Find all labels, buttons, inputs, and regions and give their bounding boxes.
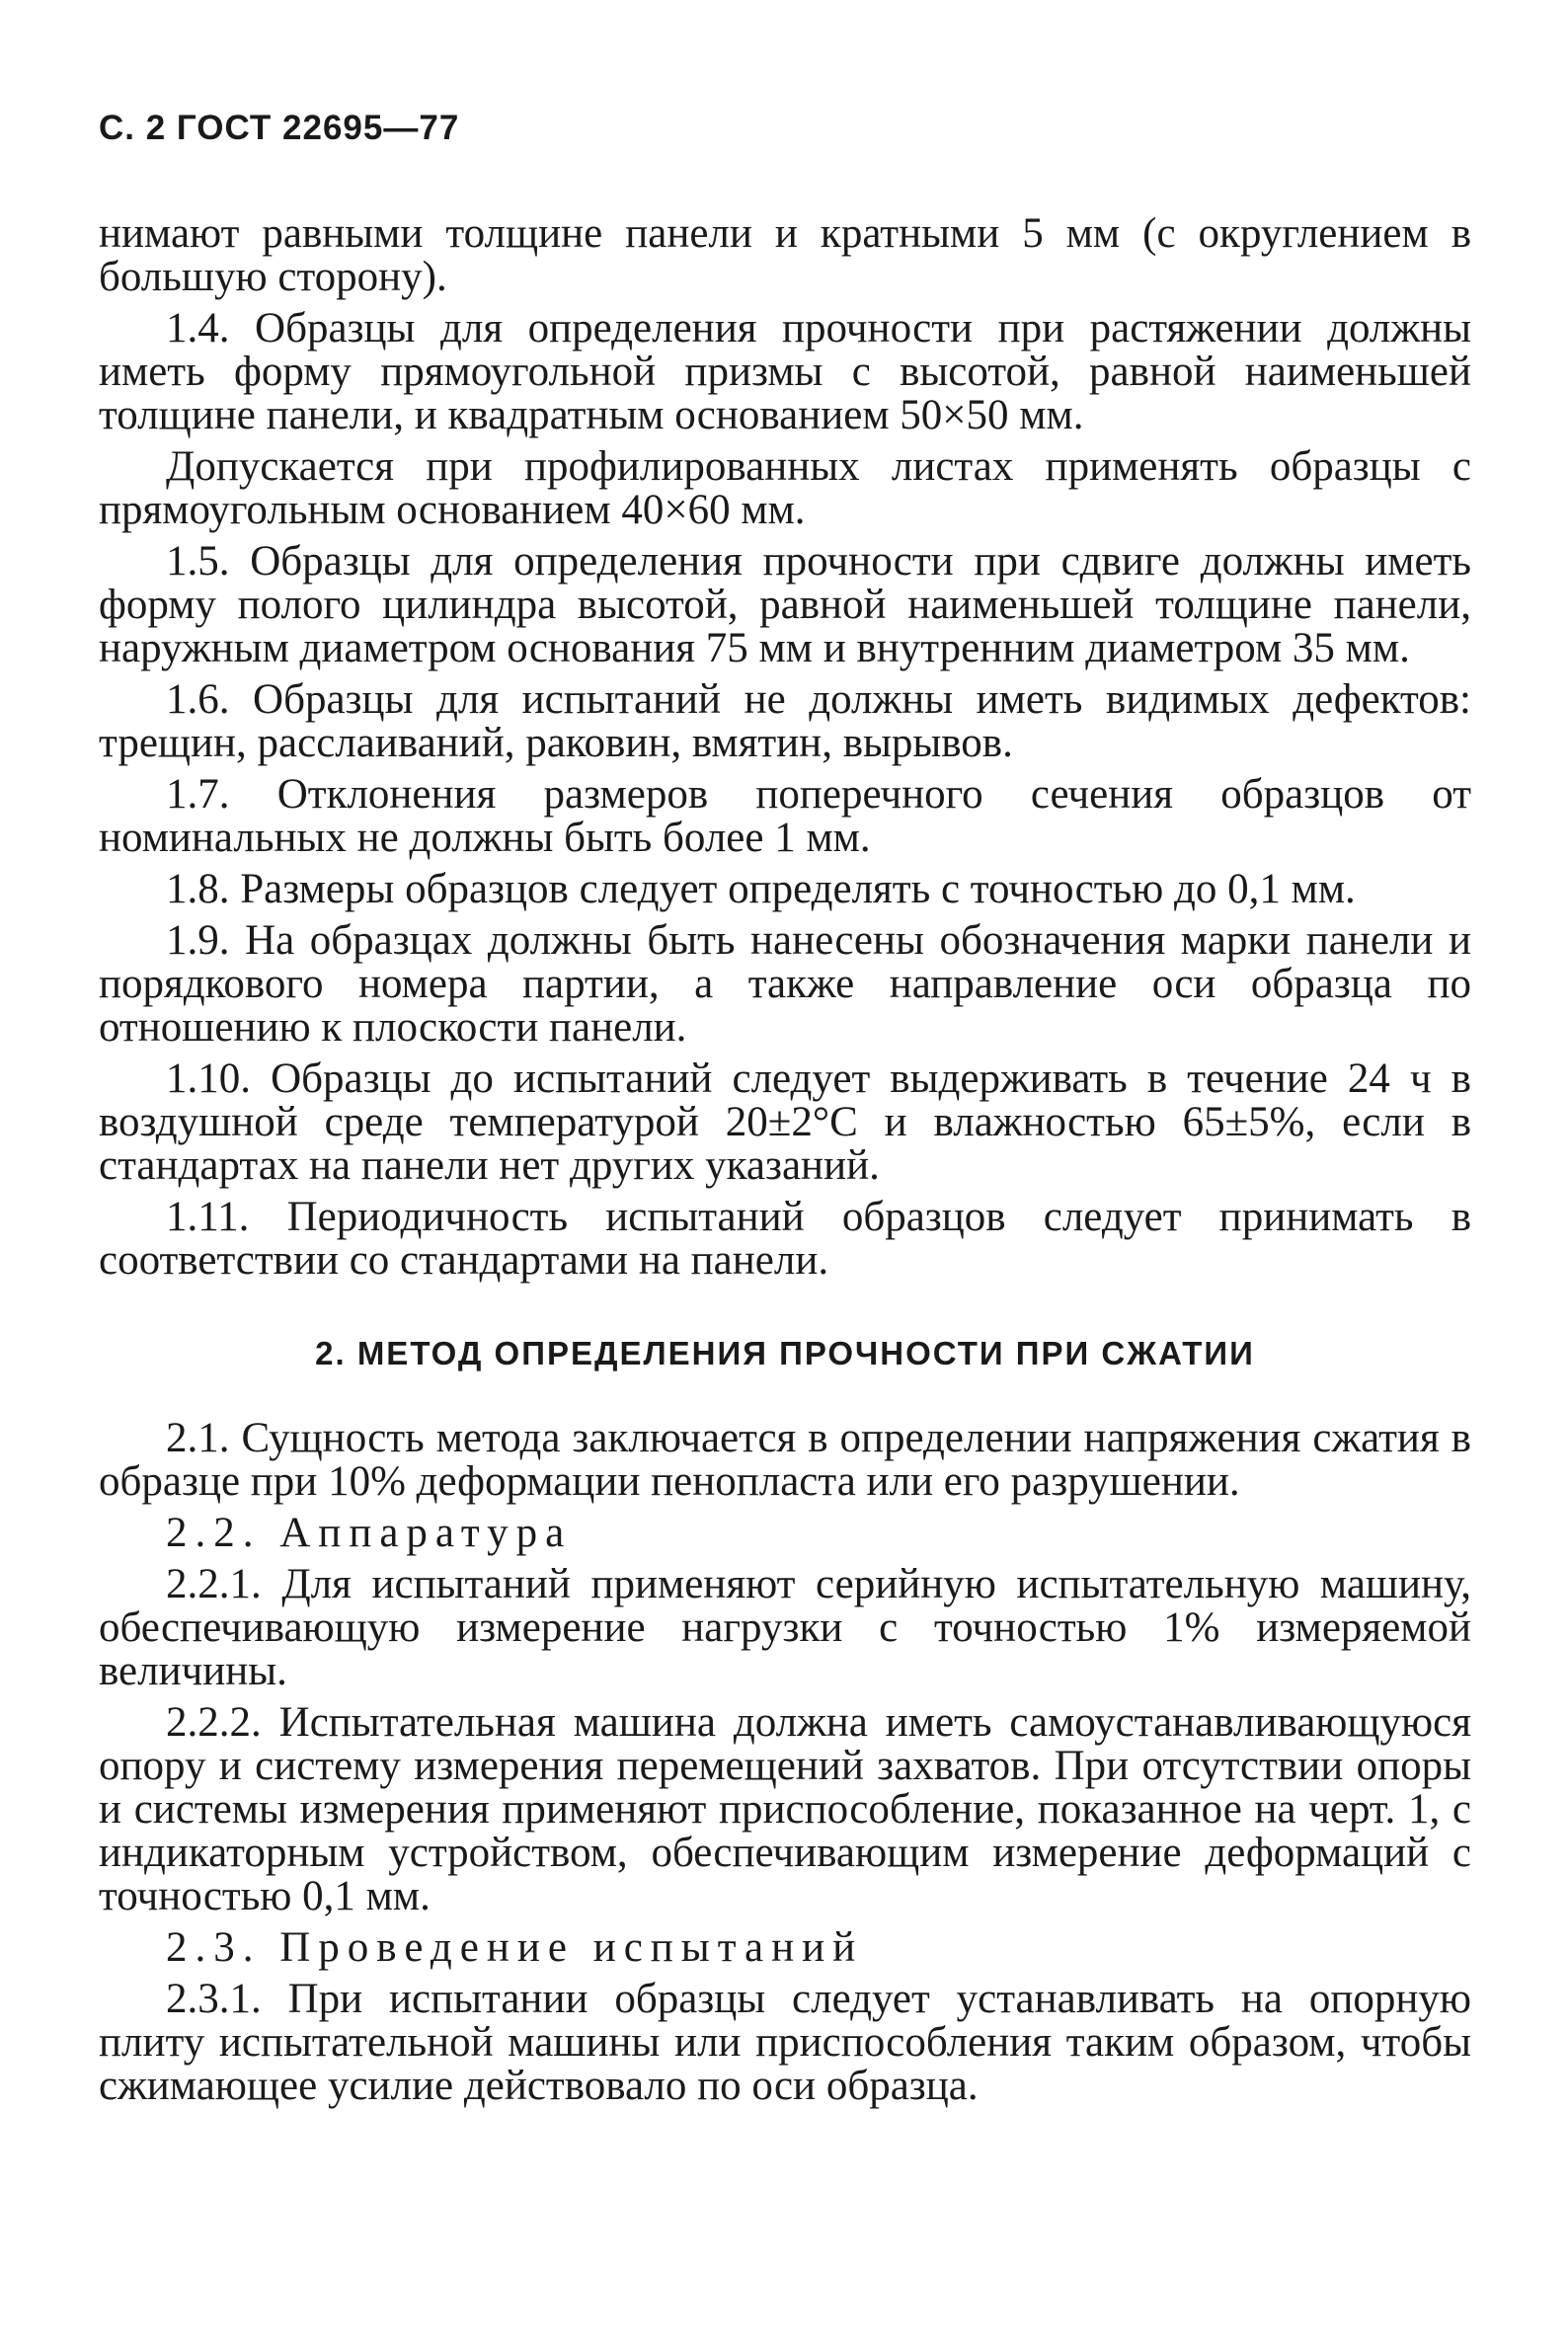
paragraph-2-2-1: 2.2.1. Для испытаний применяют серийную испытательную машину, обеспечивающую измерение нагрузки с точностью 1% измеряемой величины. [99, 1561, 1471, 1694]
paragraph-2-2-2: 2.2.2. Испытательная машина должна иметь самоустанавливающуюся опору и систему измерения перемещений захватов. При отсутствии опоры и системы измерения применяют приспособление, показанное на черт. 1, с индикаторным устройством, обеспечивающим измерение деформаций с точностью 0,1 мм. [99, 1699, 1471, 1919]
paragraph-1-6: 1.6. Образцы для испытаний не должны иметь видимых дефектов: трещин, расслаиваний, раковин, вмятин, вырывов. [99, 676, 1471, 766]
subheading-testing: 2.3. Проведение испытаний [166, 1924, 864, 1971]
paragraph-2-3-1: 2.3.1. При испытании образцы следует устанавливать на опорную плиту испытательной машины или приспособления таким образом, чтобы сжимающее усилие действовало по оси образца. [99, 1976, 1471, 2109]
subheading-apparatus: 2.2. Аппаратура [166, 1510, 573, 1556]
paragraph-continuation: нимают равными толщине панели и кратными 5 мм (с округлением в большую сторону). [99, 210, 1471, 300]
paragraph-1-11: 1.11. Периодичность испытаний образцов следует принимать в соответствии со стандартами на панели. [99, 1194, 1471, 1284]
paragraph-2-1: 2.1. Сущность метода заключается в определении напряжения сжатия в образце при 10% деформации пенопласта или его разрушении. [99, 1415, 1471, 1505]
paragraph-1-10: 1.10. Образцы до испытаний следует выдерживать в течение 24 ч в воздушной среде температурой 20±2°С и влажностью 65±5%, если в стандартах на панели нет других указаний. [99, 1055, 1471, 1189]
paragraph-1-4-note: Допускается при профилированных листах применять образцы с прямоугольным основанием 40×60 мм. [99, 443, 1471, 533]
section-title: 2. МЕТОД ОПРЕДЕЛЕНИЯ ПРОЧНОСТИ ПРИ СЖАТИИ [315, 1335, 1255, 1371]
paragraph-1-5: 1.5. Образцы для определения прочности при сдвиге должны иметь форму полого цилиндра высотой, равной наименьшей толщине панели, наружным диаметром основания 75 мм и внутренним диаметром 35 мм. [99, 538, 1471, 671]
body-text [99, 212, 1471, 2116]
paragraph-1-8: 1.8. Размеры образцов следует определять с точностью до 0,1 мм. [166, 866, 1356, 912]
paragraph-1-4: 1.4. Образцы для определения прочности при растяжении должны иметь форму прямоугольной призмы с высотой, равной наименьшей толщине панели, и квадратным основанием 50×50 мм. [99, 305, 1471, 438]
page-header: С. 2 ГОСТ 22695—77 [99, 109, 460, 147]
paragraph-1-7: 1.7. Отклонения размеров поперечного сечения образцов от номинальных не должны быть более 1 мм. [99, 771, 1471, 861]
paragraph-1-9: 1.9. На образцах должны быть нанесены обозначения марки панели и порядкового номера партии, а также направление оси образца по отношению к плоскости панели. [99, 917, 1471, 1051]
